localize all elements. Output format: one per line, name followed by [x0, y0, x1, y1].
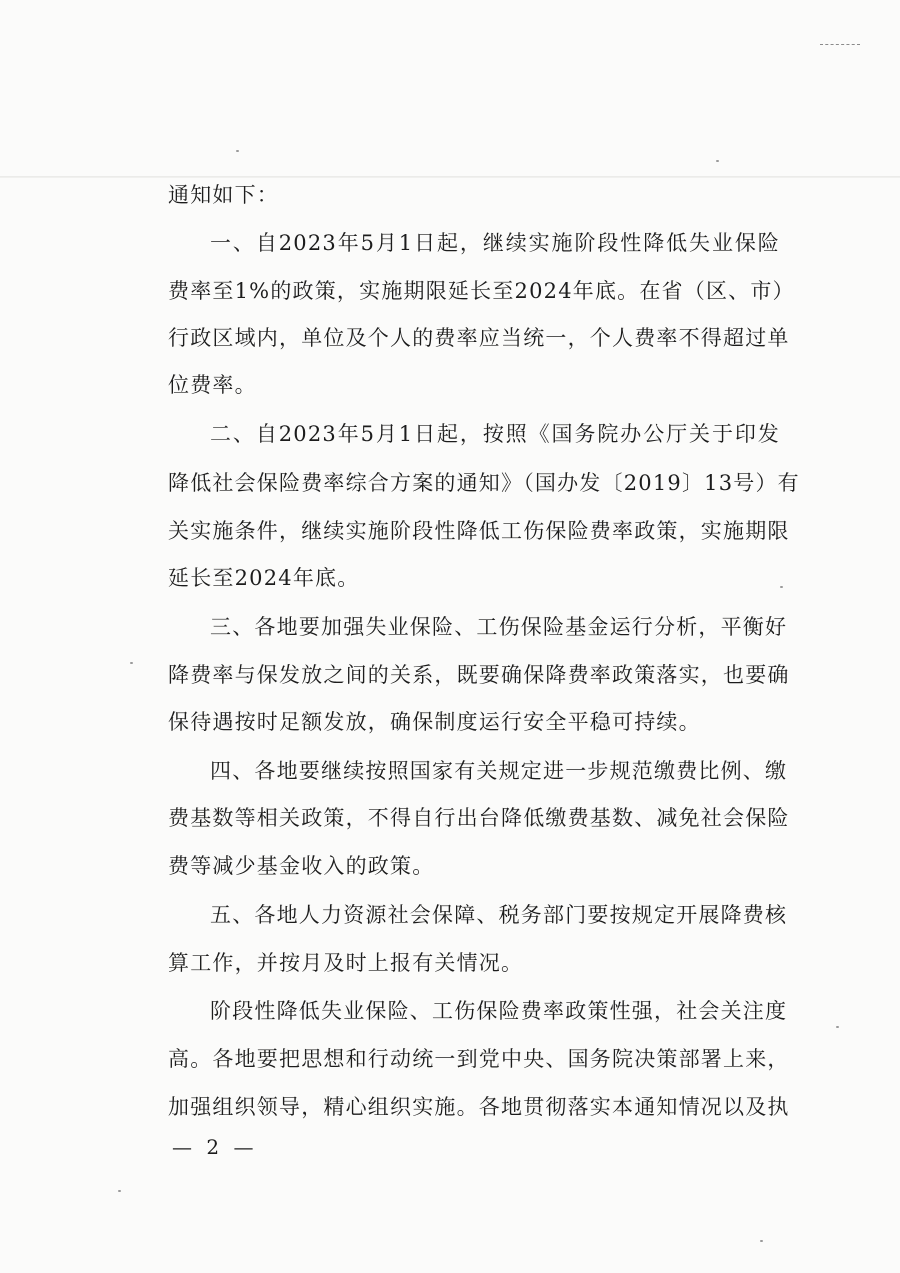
- scan-mark: [820, 44, 860, 46]
- paragraph-5-line: 算工作，并按月及时上报有关情况。: [168, 951, 524, 975]
- text-line: 通知如下：: [168, 183, 279, 207]
- paragraph-2-line: 二、自2023年5月1日起，按照《国务院办公厅关于印发: [210, 422, 780, 446]
- scan-speck: [760, 1240, 763, 1242]
- scan-speck: [716, 160, 719, 162]
- paragraph-3-line: 降费率与保发放之间的关系，既要确保降费率政策落实，也要确: [168, 663, 790, 687]
- scan-speck: [836, 1026, 839, 1028]
- scan-speck: [118, 1190, 121, 1192]
- paragraph-3-line: 三、各地要加强失业保险、工伤保险基金运行分析，平衡好: [210, 615, 788, 639]
- page-number: — 2 —: [172, 1135, 258, 1159]
- paragraph-5-line: 五、各地人力资源社会保障、税务部门要按规定开展降费核: [210, 903, 788, 927]
- paragraph-1-line: 行政区域内，单位及个人的费率应当统一，个人费率不得超过单: [168, 326, 790, 350]
- paragraph-6-line: 高。各地要把思想和行动统一到党中央、国务院决策部署上来，: [168, 1047, 790, 1071]
- paragraph-1-line: 费率至1%的政策，实施期限延长至2024年底。在省（区、市）: [168, 279, 795, 303]
- page-fold-line: [0, 176, 900, 178]
- paragraph-3-line: 保待遇按时足额发放，确保制度运行安全平稳可持续。: [168, 710, 701, 734]
- paragraph-1-line: 一、自2023年5月1日起，继续实施阶段性降低失业保险: [210, 231, 780, 255]
- paragraph-2-line: 关实施条件，继续实施阶段性降低工伤保险费率政策，实施期限: [168, 519, 790, 543]
- paragraph-6-line: 加强组织领导，精心组织实施。各地贯彻落实本通知情况以及执: [168, 1095, 790, 1119]
- paragraph-2-line: 降低社会保险费率综合方案的通知》（国办发〔2019〕13号）有: [168, 471, 800, 495]
- scan-speck: [236, 150, 239, 152]
- paragraph-6-line: 阶段性降低失业保险、工伤保险费率政策性强，社会关注度: [210, 999, 788, 1023]
- paragraph-4-line: 费等减少基金收入的政策。: [168, 854, 435, 878]
- scan-speck: [130, 662, 133, 664]
- paragraph-4-line: 费基数等相关政策，不得自行出台降低缴费基数、减免社会保险: [168, 806, 790, 830]
- scan-speck: [780, 586, 783, 588]
- paragraph-4-line: 四、各地要继续按照国家有关规定进一步规范缴费比例、缴: [210, 759, 788, 783]
- paragraph-1-line: 位费率。: [168, 373, 257, 397]
- paragraph-2-line: 延长至2024年底。: [168, 566, 360, 590]
